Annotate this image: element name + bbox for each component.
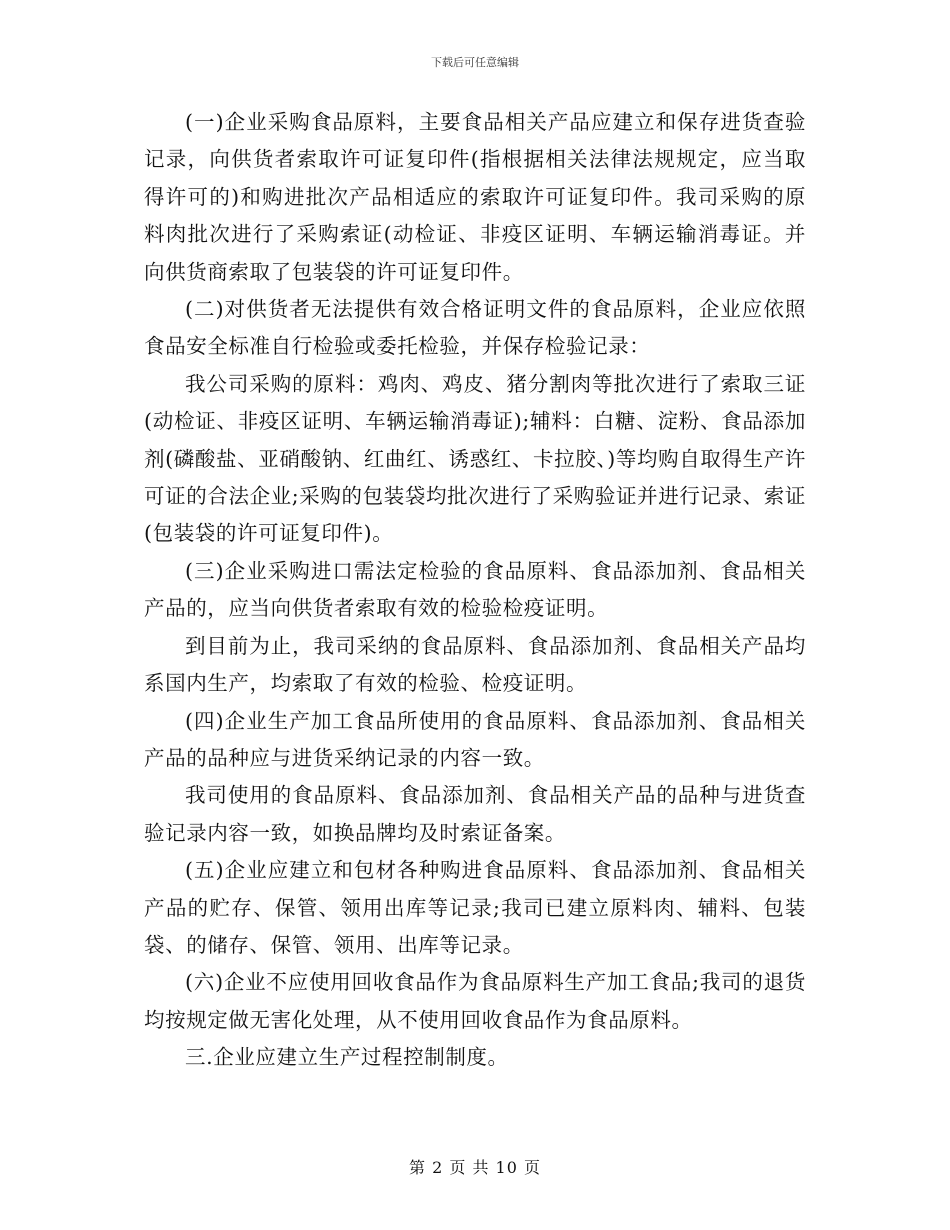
- paragraph: (五)企业应建立和包材各种购进食品原料、食品添加剂、食品相关产品的贮存、保管、领用出库等记录;我司已建立原料肉、辅料、包装袋、的储存、保管、领用、出库等记录。: [144, 858, 806, 957]
- page-footer: 第 2 页 共 10 页: [409, 1158, 541, 1177]
- paragraph: 我公司采购的原料：鸡肉、鸡皮、猪分割肉等批次进行了索取三证(动检证、非疫区证明、车辆运输消毒证);辅料：白糖、淀粉、食品添加剂(磷酸盐、亚硝酸钠、红曲红、诱惑红、卡拉胶、)等均购自取得生产许可证的合法企业;采购的包装袋均批次进行了采购验证并进行记录、索证(包装袋的许可证复印件)。: [144, 371, 806, 546]
- paragraph: 三.企业应建立生产过程控制制度。: [185, 1045, 509, 1070]
- paragraph: (六)企业不应使用回收食品作为食品原料生产加工食品;我司的退货均按规定做无害化处理，从不使用回收食品作为食品原料。: [144, 970, 806, 1032]
- page-header: 下载后可任意编辑: [431, 56, 519, 69]
- paragraph: (一)企业采购食品原料，主要食品相关产品应建立和保存进货查验记录，向供货者索取许可证复印件(指根据相关法律法规规定，应当取得许可的)和购进批次产品相适应的索取许可证复印件。我司采购的原料肉批次进行了采购索证(动检证、非疫区证明、车辆运输消毒证。并向供货商索取了包装袋的许可证复印件。: [144, 110, 806, 284]
- paragraph: (三)企业采购进口需法定检验的食品原料、食品添加剂、食品相关产品的，应当向供货者索取有效的检验检疫证明。: [144, 558, 806, 621]
- paragraph: (二)对供货者无法提供有效合格证明文件的食品原料，企业应依照食品安全标准自行检验或委托检验，并保存检验记录：: [144, 297, 806, 359]
- paragraph: 我司使用的食品原料、食品添加剂、食品相关产品的品种与进货查验记录内容一致，如换品牌均及时索证备案。: [144, 783, 806, 845]
- document-body: [144, 104, 806, 1077]
- paragraph: 到目前为止，我司采纳的食品原料、食品添加剂、食品相关产品均系国内生产，均索取了有效的检验、检疫证明。: [144, 633, 806, 696]
- paragraph: (四)企业生产加工食品所使用的食品原料、食品添加剂、食品相关产品的品种应与进货采纳记录的内容一致。: [144, 708, 806, 770]
